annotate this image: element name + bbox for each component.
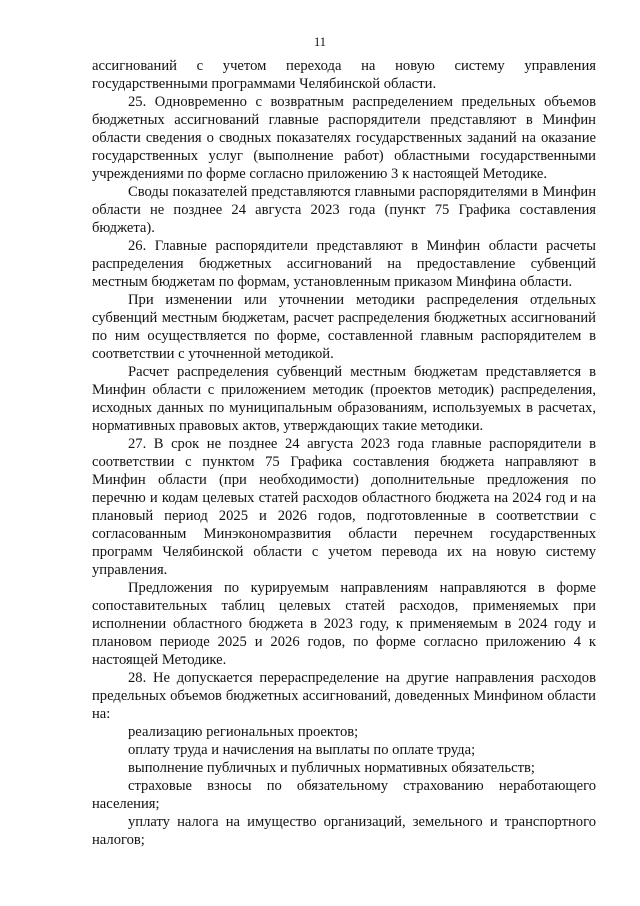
- list-item: выполнение публичных и публичных нормативных обязательств;: [128, 760, 535, 776]
- paragraph: 27. В срок не позднее 24 августа 2023 года главные распорядители в соответствии с пунктом 75 Графика составления бюджета направляют в Минфин области (при необходимости) дополнительные предложения по перечню и кодам целевых статей расходов областного бюджета на 2024 год и на плановый период 2025 и 2026 годов, подготовленные в соответствии с согласованным Минэкономразвития области перечнем государственных программ Челябинской области с учетом перевода их на новую систему управления.: [92, 436, 596, 578]
- list-item: страховые взносы по обязательному страхованию неработающего населения;: [92, 778, 596, 812]
- list-item: оплату труда и начисления на выплаты по оплате труда;: [128, 742, 476, 758]
- paragraph: 28. Не допускается перераспределение на другие направления расходов предельных объемов бюджетных ассигнований, доведенных Минфином области на:: [92, 670, 596, 722]
- paragraph: 26. Главные распорядители представляют в Минфин области расчеты распределения бюджетных ассигнований на предоставление субвенций местным бюджетам по формам, установленным приказом Минфина области.: [92, 238, 596, 290]
- list-item: реализацию региональных проектов;: [128, 724, 359, 740]
- paragraph: При изменении или уточнении методики распределения отдельных субвенций местным бюджетам, расчет распределения бюджетных ассигнований по ним осуществляется по форме, составленной главным распорядителем в соответствии с уточненной методикой.: [92, 292, 596, 362]
- paragraph: Предложения по курируемым направлениям направляются в форме сопоставительных таблиц целевых статей расходов, применяемых при исполнении областного бюджета в 2023 году, к применяемым в 2024 году и плановом периоде 2025 и 2026 годов, по форме согласно приложению 4 к настоящей Методике.: [92, 580, 596, 668]
- document-body: [92, 57, 596, 849]
- page-number: 11: [313, 35, 327, 49]
- list-item: уплату налога на имущество организаций, земельного и транспортного налогов;: [92, 814, 596, 848]
- paragraph: Расчет распределения субвенций местным бюджетам представляется в Минфин области с приложением методик (проектов методик) распределения, исходных данных по муниципальным образованиям, используемых в расчетах, нормативных правовых актов, утверждающих такие методики.: [92, 364, 596, 434]
- paragraph: Своды показателей представляются главными распорядителями в Минфин области не позднее 24 августа 2023 года (пункт 75 Графика составления бюджета).: [92, 184, 596, 236]
- paragraph: ассигнований с учетом перехода на новую систему управления государственными программами Челябинской области.: [92, 58, 596, 92]
- paragraph: 25. Одновременно с возвратным распределением предельных объемов бюджетных ассигнований главные распорядители представляют в Минфин области сведения о сводных показателях государственных заданий на оказание государственных услуг (выполнение работ) областными государственными учреждениями по форме согласно приложению 3 к настоящей Методике.: [92, 94, 596, 182]
